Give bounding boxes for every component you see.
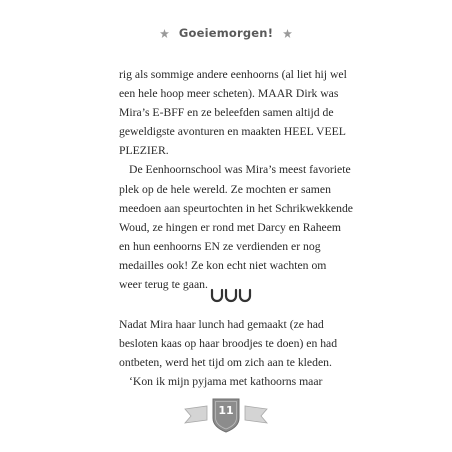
text-line: Woud, ze hingen er rond met Darcy en Raheem	[119, 220, 342, 234]
text-line: medailles ook! Ze kon echt niet wachten om	[119, 258, 327, 272]
text-line: PLEZIER.	[119, 144, 169, 158]
text-line: Nadat Mira haar lunch had gemaakt (ze had	[119, 318, 324, 331]
body-text-top	[119, 65, 353, 294]
text-line: De Eenhoornschool was Mira’s meest favoriete	[129, 163, 351, 177]
star-icon	[160, 29, 169, 38]
text-line: weer terug te gaan.	[119, 278, 208, 292]
page-number: 11	[218, 404, 234, 417]
text-line: ‘Kon ik mijn pyjama met kathoorns maar	[129, 375, 323, 389]
text-line: ontbeten, werd het tijd om zich aan te kleden.	[119, 356, 332, 370]
text-line: en hun eenhoorns EN ze verdienden er nog	[119, 239, 321, 253]
star-icon	[283, 29, 292, 38]
text-line: geweldigste avonturen en maakten HEEL VEEL	[119, 125, 346, 139]
body-text-bottom	[119, 315, 347, 391]
text-line: plek op de hele wereld. Ze mochten er samen	[119, 182, 331, 196]
text-line: meedoen aan speurtochten in het Schrikwekkende	[119, 201, 353, 215]
horseshoe-icon	[207, 286, 255, 306]
text-line: een hele hoop meer scheten). MAAR Dirk was	[119, 87, 339, 101]
running-header	[0, 24, 452, 42]
text-line: besloten kaas op haar broodjes te doen) en had	[119, 337, 338, 351]
text-line: rig als sommige andere eenhoorns (al liet hij wel	[119, 68, 347, 81]
text-line: Mira’s E-BFF en ze beleefden samen altijd de	[119, 106, 334, 120]
chapter-title: Goeiemorgen!	[178, 26, 274, 40]
